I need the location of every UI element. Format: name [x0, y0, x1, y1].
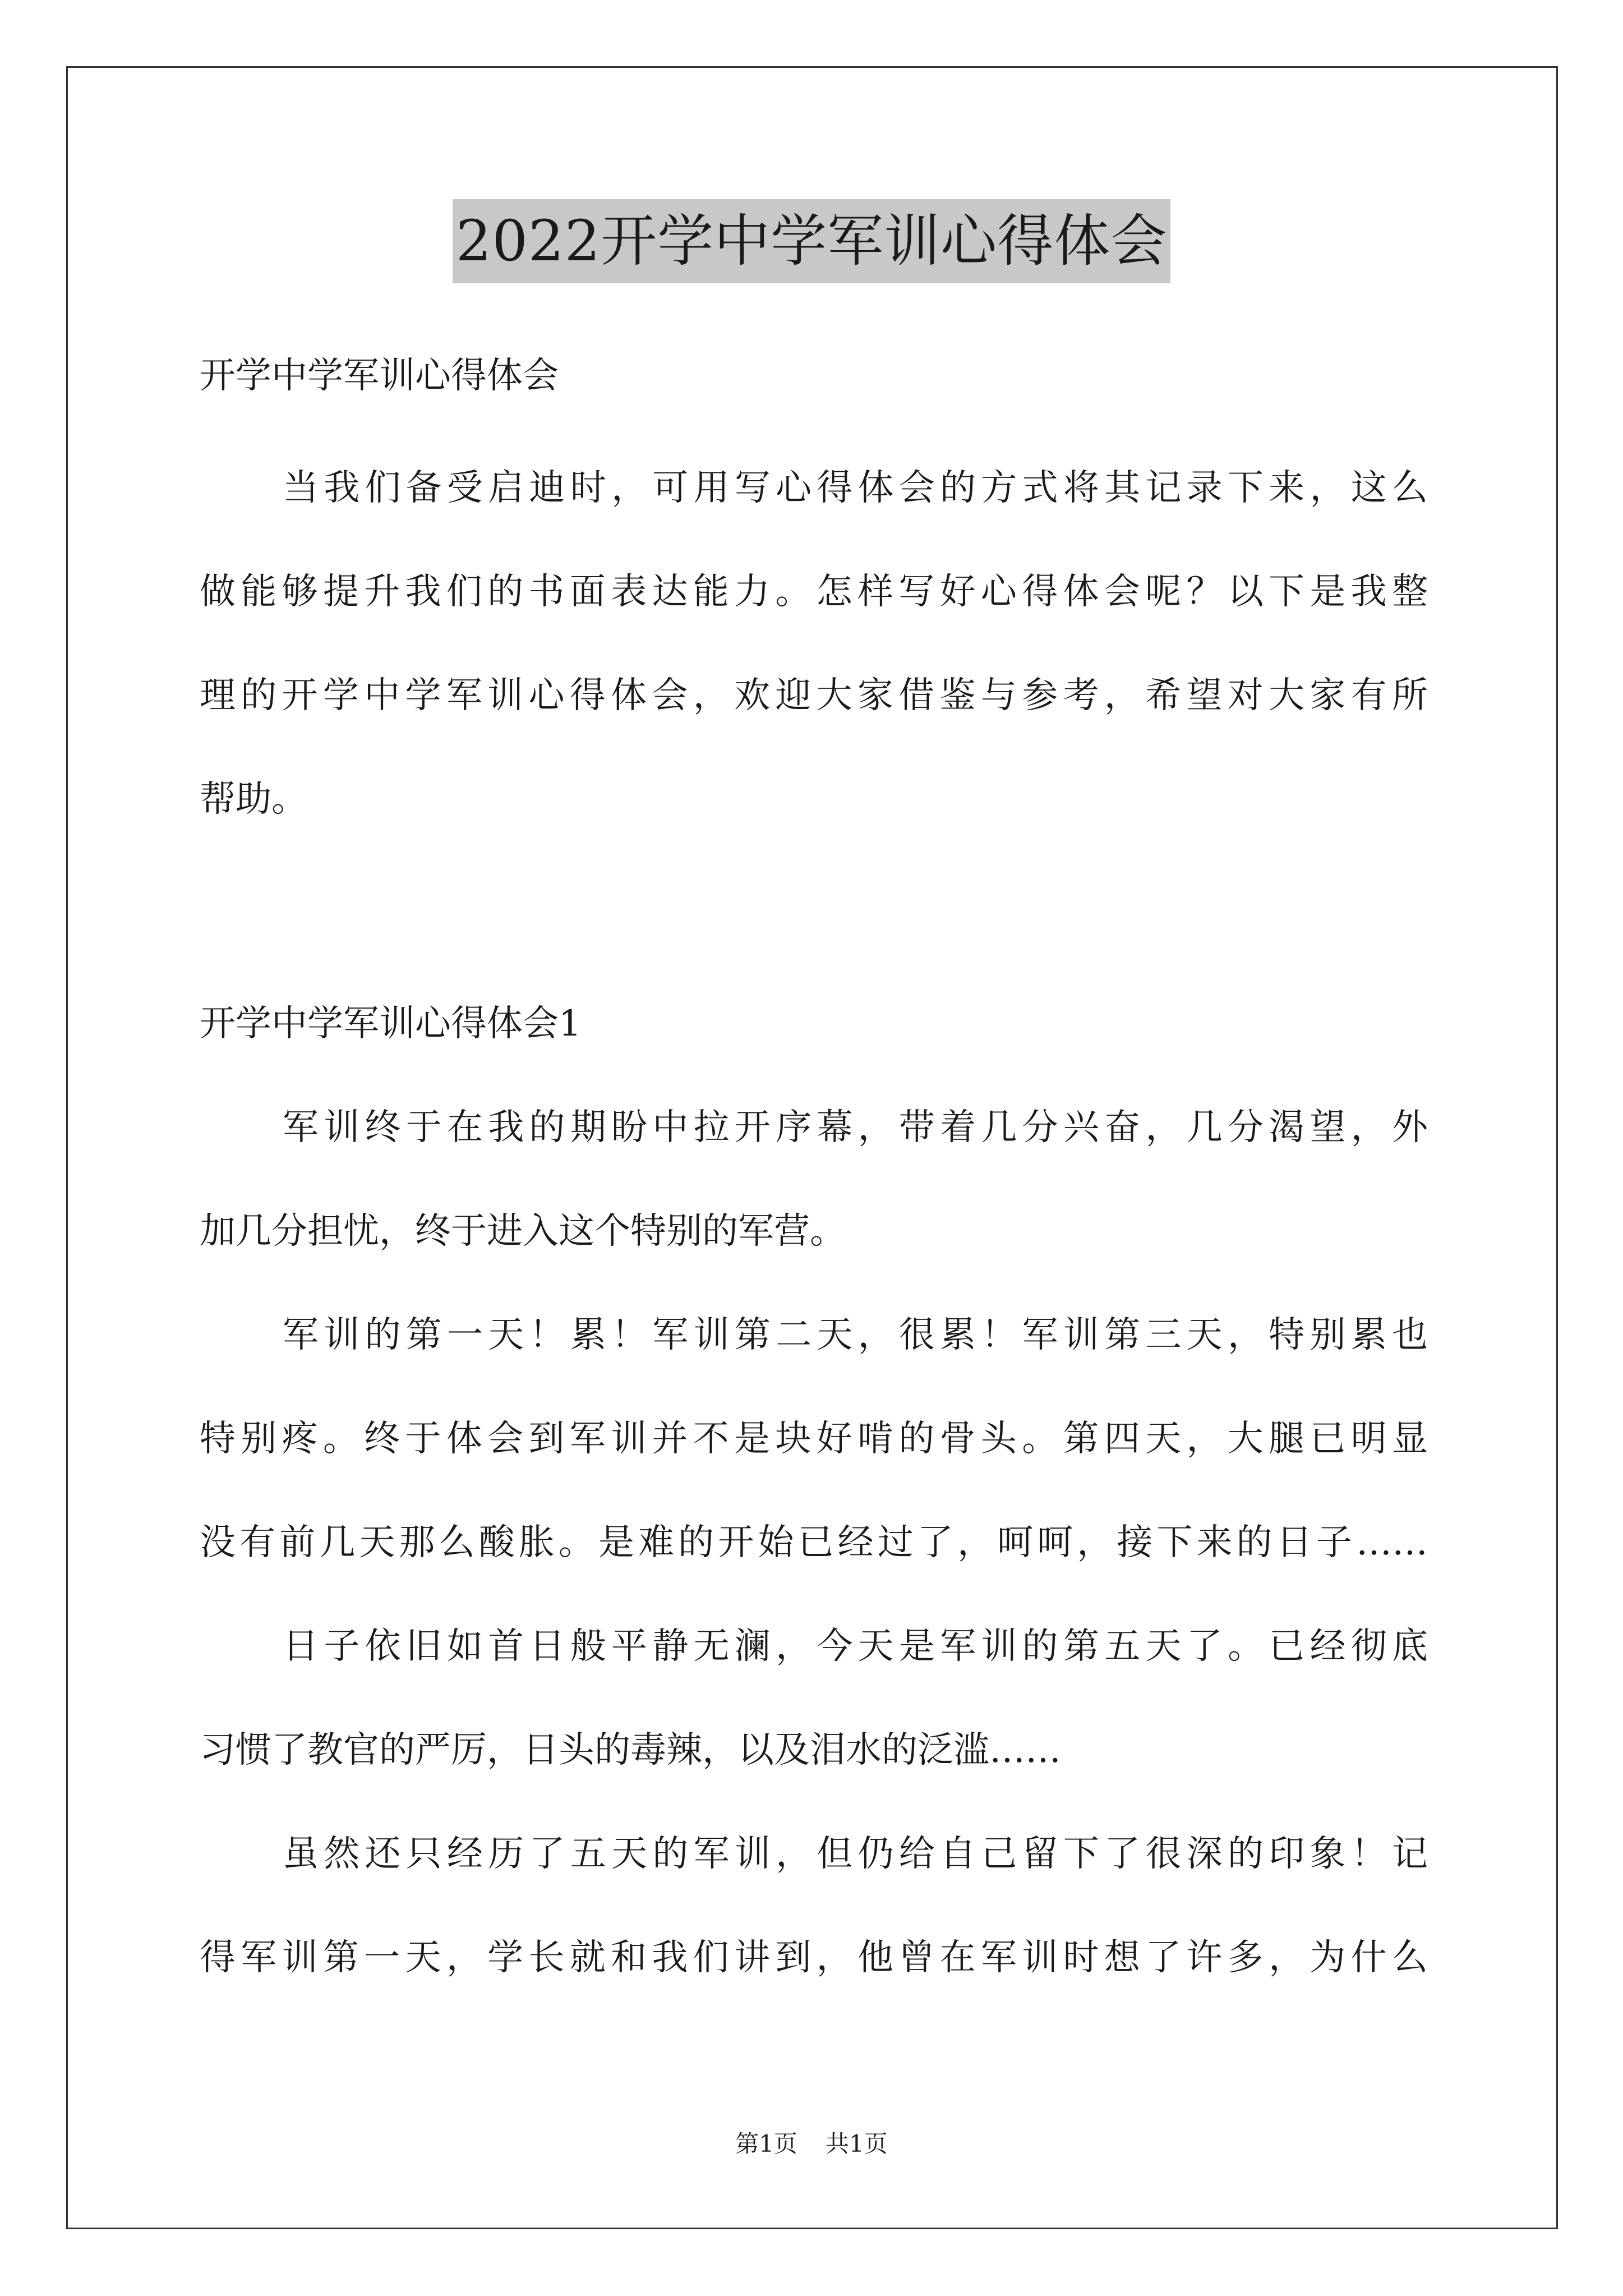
section-heading: 开学中学军训心得体会1: [200, 1003, 582, 1045]
body-line: 军训终于在我的期盼中拉开序幕，带着几分兴奋，几分渴望，外: [283, 1107, 1428, 1148]
body-line: 得军训第一天，学长就和我们讲到，他曾在军训时想了许多，为什么: [200, 1937, 1428, 1978]
body-line: 特别疼。终于体会到军训并不是块好啃的骨头。第四天，大腿已明显: [200, 1418, 1428, 1460]
page-count: 共1页: [826, 2130, 888, 2157]
body-line: 军训的第一天！累！军训第二天，很累！军训第三天，特别累也: [283, 1314, 1428, 1356]
body-line: 没有前几天那么酸胀。是难的开始已经过了，呵呵，接下来的日子……: [200, 1522, 1428, 1563]
document-title: 2022开学中学军训心得体会: [453, 199, 1171, 283]
intro-line: 帮助。: [200, 779, 307, 820]
body-line: 虽然还只经历了五天的军训，但仍给自己留下了很深的印象！记: [283, 1833, 1428, 1875]
body-line: 加几分担忧，终于进入这个特别的军营。: [200, 1211, 846, 1252]
page-footer: [0, 2127, 1623, 2161]
page-number: 第1页: [735, 2130, 797, 2157]
subtitle: 开学中学军训心得体会: [200, 355, 559, 397]
intro-line: 理的开学中学军训心得体会，欢迎大家借鉴与参考，希望对大家有所: [200, 675, 1428, 716]
body-line: 日子依旧如首日般平静无澜，今天是军训的第五天了。已经彻底: [283, 1626, 1428, 1667]
title-container: [0, 199, 1623, 283]
intro-line: 当我们备受启迪时，可用写心得体会的方式将其记录下来，这么: [283, 467, 1428, 509]
intro-line: 做能够提升我们的书面表达能力。怎样写好心得体会呢？以下是我整: [200, 571, 1428, 613]
body-line: 习惯了教官的严厉，日头的毒辣，以及泪水的泛滥……: [200, 1729, 1061, 1771]
